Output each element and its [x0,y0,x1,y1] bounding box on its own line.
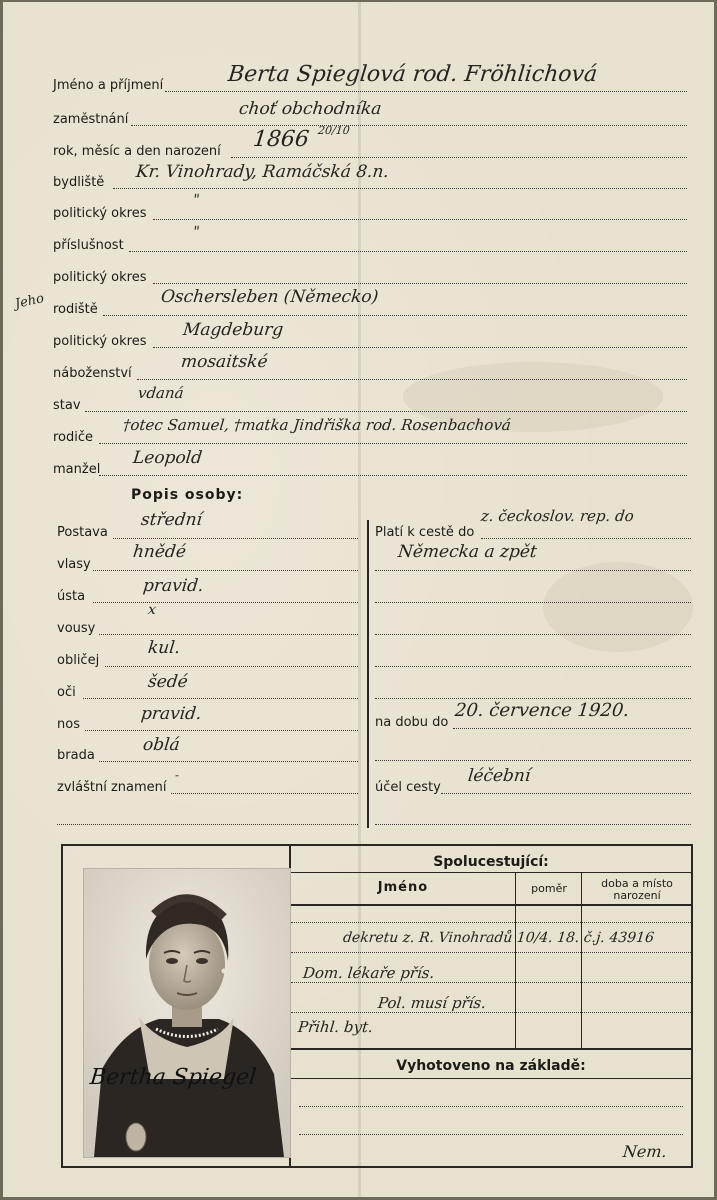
district-label: politický okres [53,270,147,285]
companions-col-birth: doba a místo [601,877,673,890]
blank-line [375,760,691,761]
companions-col-name: Jméno [377,880,429,895]
issued-line [299,1106,683,1107]
mouth-label: ústa [57,589,86,604]
face-label: obličej [57,653,100,668]
name-value: Berta Spieglová rod. Fröhlichová [226,62,599,87]
companions-heading: Spolucestující: [433,854,549,870]
companions-header-rule [291,904,691,906]
companions-note: Pol. musí přís. [377,994,487,1012]
hair-value: hnědé [131,542,187,562]
nose-value: pravid. [139,704,203,724]
district-line [153,283,687,284]
birthplace-value: Oschersleben (Německo) [159,287,380,307]
valid-for-value: z. čeckoslov. rep. do [480,507,635,525]
valid-until-label: na dobu do [375,715,449,730]
description-heading: Popis osoby: [131,487,244,503]
birth-value: 1866 [251,127,311,152]
religion-line [137,379,687,380]
paper-stain [543,562,693,652]
occupation-line [131,125,687,126]
column-divider [367,520,369,828]
residence-label: bydliště [53,175,105,190]
description-end-line [57,824,358,825]
box-right-border [691,844,693,1168]
face-value: kul. [146,638,182,658]
valid-for-value: Německa a zpět [396,542,538,562]
parents-value: †otec Samuel, †matka Jindřiška rod. Rosenbachová [122,416,512,434]
valid-until-value: 20. července 1920. [453,700,631,721]
chin-value: oblá [141,735,181,755]
blank-line [375,666,691,667]
companions-col-birth: narození [613,889,661,902]
district-label: politický okres [53,334,147,349]
passport-application-sheet [3,2,714,1197]
issued-heading: Vyhotoveno na základě: [396,1058,586,1074]
parents-line [99,443,687,444]
district-line [153,219,687,220]
husband-value: Leopold [131,448,204,468]
hair-label: vlasy [57,557,91,572]
box-bottom-border [61,1166,693,1168]
name-line [165,91,687,92]
build-line [113,538,358,539]
companions-row-line [291,922,691,923]
companions-row-line [291,952,691,953]
issued-line [299,1134,683,1135]
nose-label: nos [57,717,80,732]
citizenship-line [129,251,687,252]
status-label: stav [53,398,81,413]
box-top-border [61,844,693,846]
status-value: vdaná [137,384,185,402]
companions-note: Dom. lékaře přís. [302,964,436,982]
valid-for-line [375,570,691,571]
companions-col-divider [581,872,582,1048]
eyes-value: šedé [146,672,189,692]
companions-col-divider [515,872,516,1048]
name-label: Jméno a příjmení [53,78,164,93]
beard-label: vousy [57,621,96,636]
build-label: Postava [57,525,108,540]
eyes-label: oči [57,685,76,700]
portrait-image [84,869,290,1157]
purpose-label: účel cesty [375,780,441,795]
status-line [85,411,687,412]
margin-note: Jeho [13,291,46,312]
build-value: střední [139,510,204,530]
companions-col-relation: poměr [531,882,567,895]
district-value: Magdeburg [181,320,285,340]
companions-note: Přihl. byt. [297,1018,374,1036]
chin-line [99,761,358,762]
religion-label: náboženství [53,366,132,381]
occupation-value: choť obchodníka [237,99,383,119]
face-line [105,666,358,667]
district-line [153,347,687,348]
district-label: politický okres [53,206,147,221]
blank-line [375,698,691,699]
marks-value: - [174,768,180,782]
marks-line [171,793,358,794]
citizenship-value: " [192,224,201,240]
residence-line [113,188,687,189]
issued-rule [291,1048,691,1050]
box-left-border [61,844,63,1168]
birth-line [231,157,687,158]
companions-row-line [291,982,691,983]
companions-note: dekretu z. R. Vinohradů 10/4. 18. č.j. 43916 [342,930,655,946]
birth-day: 20/10 [317,124,351,137]
blank-line [375,634,691,635]
eyes-line [83,698,358,699]
blank-line [375,824,691,825]
valid-for-label: Platí k cestě do [375,525,475,540]
district-value: " [192,192,201,208]
husband-line [99,475,687,476]
mouth-line [93,602,358,603]
residence-value: Kr. Vinohrady, Ramáčská 8.n. [134,162,390,182]
valid-until-line [453,728,691,729]
occupation-label: zaměstnání [53,112,129,127]
hair-line [93,570,358,571]
birthplace-line [103,315,687,316]
beard-line [99,634,358,635]
husband-label: manžel [53,462,101,477]
companions-row-line [291,1012,691,1013]
nose-line [85,730,358,731]
issued-rule [291,1078,691,1079]
birthplace-label: rodiště [53,302,98,317]
birth-label: rok, měsíc a den narození [53,144,221,159]
valid-for-line [481,538,691,539]
chin-label: brada [57,748,95,763]
beard-value: x [147,602,157,618]
purpose-value: léčební [466,766,532,786]
religion-value: mosaitské [179,352,269,372]
marks-label: zvláštní znamení [57,780,167,795]
initials: Nem. [622,1142,668,1161]
parents-label: rodiče [53,430,94,445]
purpose-line [441,793,691,794]
portrait-photo [83,868,291,1158]
photo-signature: Bertha Spiegel [88,1065,258,1090]
mouth-value: pravid. [141,576,205,596]
blank-line [375,602,691,603]
citizenship-label: příslušnost [53,238,124,253]
companions-rule [291,872,691,873]
